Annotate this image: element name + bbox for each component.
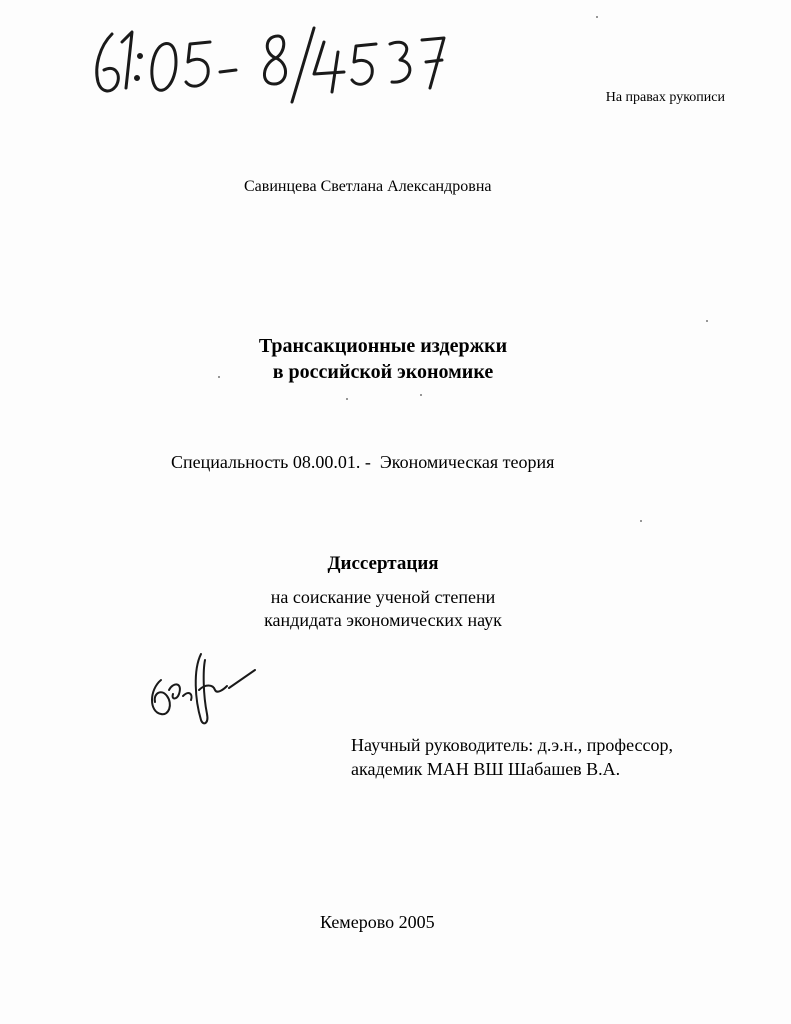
supervisor-line-2: академик МАН ВШ Шабашев В.А.	[351, 759, 621, 779]
thesis-title-line-1: Трансакционные издержки	[258, 335, 508, 357]
degree-line-1: на соискание ученой степени	[270, 587, 496, 607]
scan-speck	[218, 376, 220, 378]
author-signature	[143, 650, 263, 730]
author-name: Савинцева Светлана Александровна	[244, 178, 492, 195]
city-and-year: Кемерово 2005	[320, 912, 435, 932]
scan-speck	[596, 16, 598, 18]
degree-description	[0, 586, 766, 632]
thesis-title-line-2: в российской экономике	[272, 361, 494, 383]
thesis-title	[0, 333, 766, 385]
degree-line-2: кандидата экономических наук	[264, 610, 502, 630]
manuscript-rights-note: На правах рукописи	[605, 90, 725, 105]
specialty-line: Специальность 08.00.01. - Экономическая теория	[171, 452, 555, 472]
scientific-supervisor	[351, 733, 673, 781]
dissertation-heading: Диссертация	[327, 553, 439, 574]
scan-speck	[706, 320, 708, 322]
handwritten-archive-code	[92, 22, 452, 104]
supervisor-line-1: Научный руководитель: д.э.н., профессор,	[351, 735, 674, 755]
scan-speck	[346, 398, 348, 400]
scan-speck	[640, 520, 642, 522]
scan-speck	[420, 394, 422, 396]
